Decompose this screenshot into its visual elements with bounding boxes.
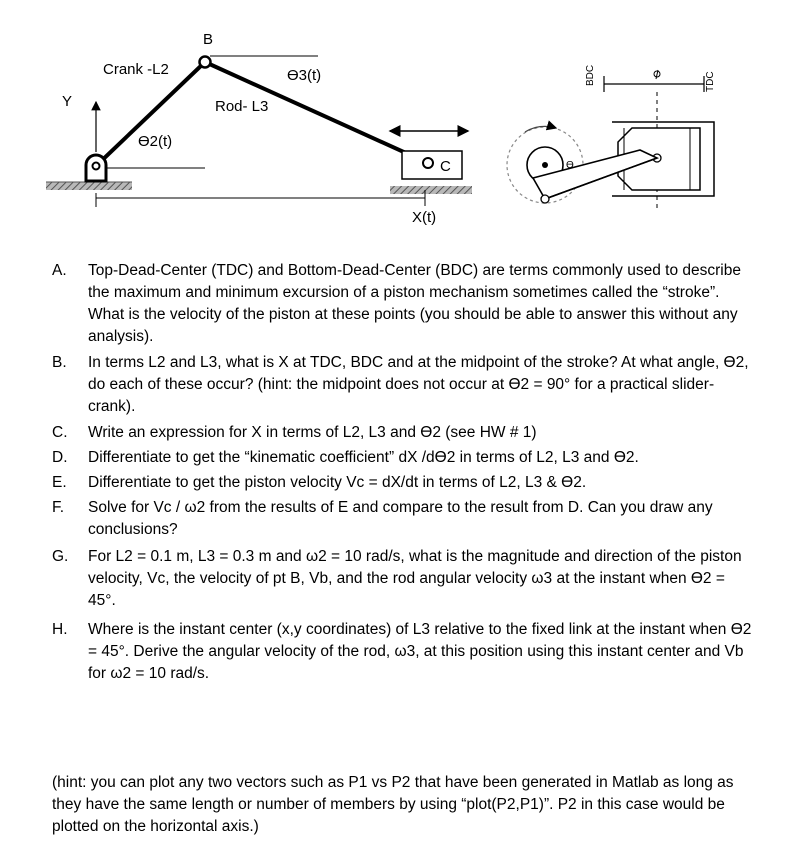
piston-illustration (507, 65, 716, 210)
ground-hatch-left (46, 182, 132, 190)
question-h (52, 619, 752, 685)
question-c (52, 422, 752, 444)
question-text: For L2 = 0.1 m, L3 = 0.3 m and ω2 = 10 rad/s, what is the magnitude and direction of the piston velocity, Vc, the velocity of pt B, Vb, and the rod angular velocity ω3 at the instant when ϴ2 = 45°. (88, 548, 742, 609)
question-letter: F. (52, 499, 65, 516)
question-g (52, 546, 752, 612)
question-d (52, 447, 752, 469)
question-text: In terms L2 and L3, what is X at TDC, BDC and at the midpoint of the stroke? At what angle, ϴ2, do each of these occur? (hint: the midpoint does not occur at ϴ2 = 90° for a practical slider-crank). (88, 354, 749, 415)
question-letter: C. (52, 424, 68, 441)
label-bdc: BDC (585, 64, 596, 86)
question-letter: A. (52, 262, 67, 279)
question-letter: D. (52, 449, 68, 466)
matlab-hint: (hint: you can plot any two vectors such as P1 vs P2 that have been generated in Matlab as long as they have the same length or number of members by using “plot(P2,P1)”. P2 in this case would be plotted on the horizontal axis.) (52, 774, 734, 835)
label-b: B (203, 31, 214, 48)
label-crank: Crank -L2 (103, 61, 169, 78)
question-f (52, 497, 752, 541)
joint-b (200, 57, 211, 68)
question-text: Differentiate to get the piston velocity Vc = dX/dt in terms of L2, L3 & ϴ2. (88, 474, 587, 491)
question-e (52, 472, 752, 494)
question-text: Where is the instant center (x,y coordinates) of L3 relative to the fixed link at the instant when ϴ2 = 45°. Derive the angular velocity of the rod, ω3, at this position using this instant center and Vb for ω2 = 10 rad/s. (88, 621, 752, 682)
label-rod: Rod- L3 (215, 98, 269, 115)
question-letter: H. (52, 621, 68, 638)
ground-hatch-right (390, 186, 472, 194)
question-text: Write an expression for X in terms of L2, L3 and ϴ2 (see HW # 1) (88, 424, 537, 441)
label-theta2: ϴ2(t) (138, 133, 173, 150)
label-theta3: ϴ3(t) (287, 67, 322, 84)
label-tdc: TDC (705, 71, 716, 92)
question-text: Differentiate to get the “kinematic coefficient” dX /dϴ2 in terms of L2, L3 and ϴ2. (88, 449, 639, 466)
question-letter: B. (52, 354, 67, 371)
question-letter: G. (52, 548, 69, 565)
question-a (52, 260, 752, 348)
question-b (52, 352, 752, 418)
question-text: Top-Dead-Center (TDC) and Bottom-Dead-Center (BDC) are terms commonly used to describe the maximum and minimum excursion of a piston mechanism sometimes called the “stroke”. What is the velocity of the piston at these points (you should be able to answer this without any analysis). (88, 262, 741, 345)
question-letter: E. (52, 474, 67, 491)
question-text: Solve for Vc / ω2 from the results of E and compare to the result from D. Can you draw any conclusions? (88, 499, 713, 538)
label-y: Y (62, 93, 73, 110)
question-list (52, 260, 752, 685)
joint-c (423, 158, 433, 168)
label-theta-small: ϴ (566, 160, 574, 171)
label-c: C (440, 158, 451, 175)
slider-crank-diagram (0, 0, 787, 250)
label-x: X(t) (412, 209, 437, 226)
